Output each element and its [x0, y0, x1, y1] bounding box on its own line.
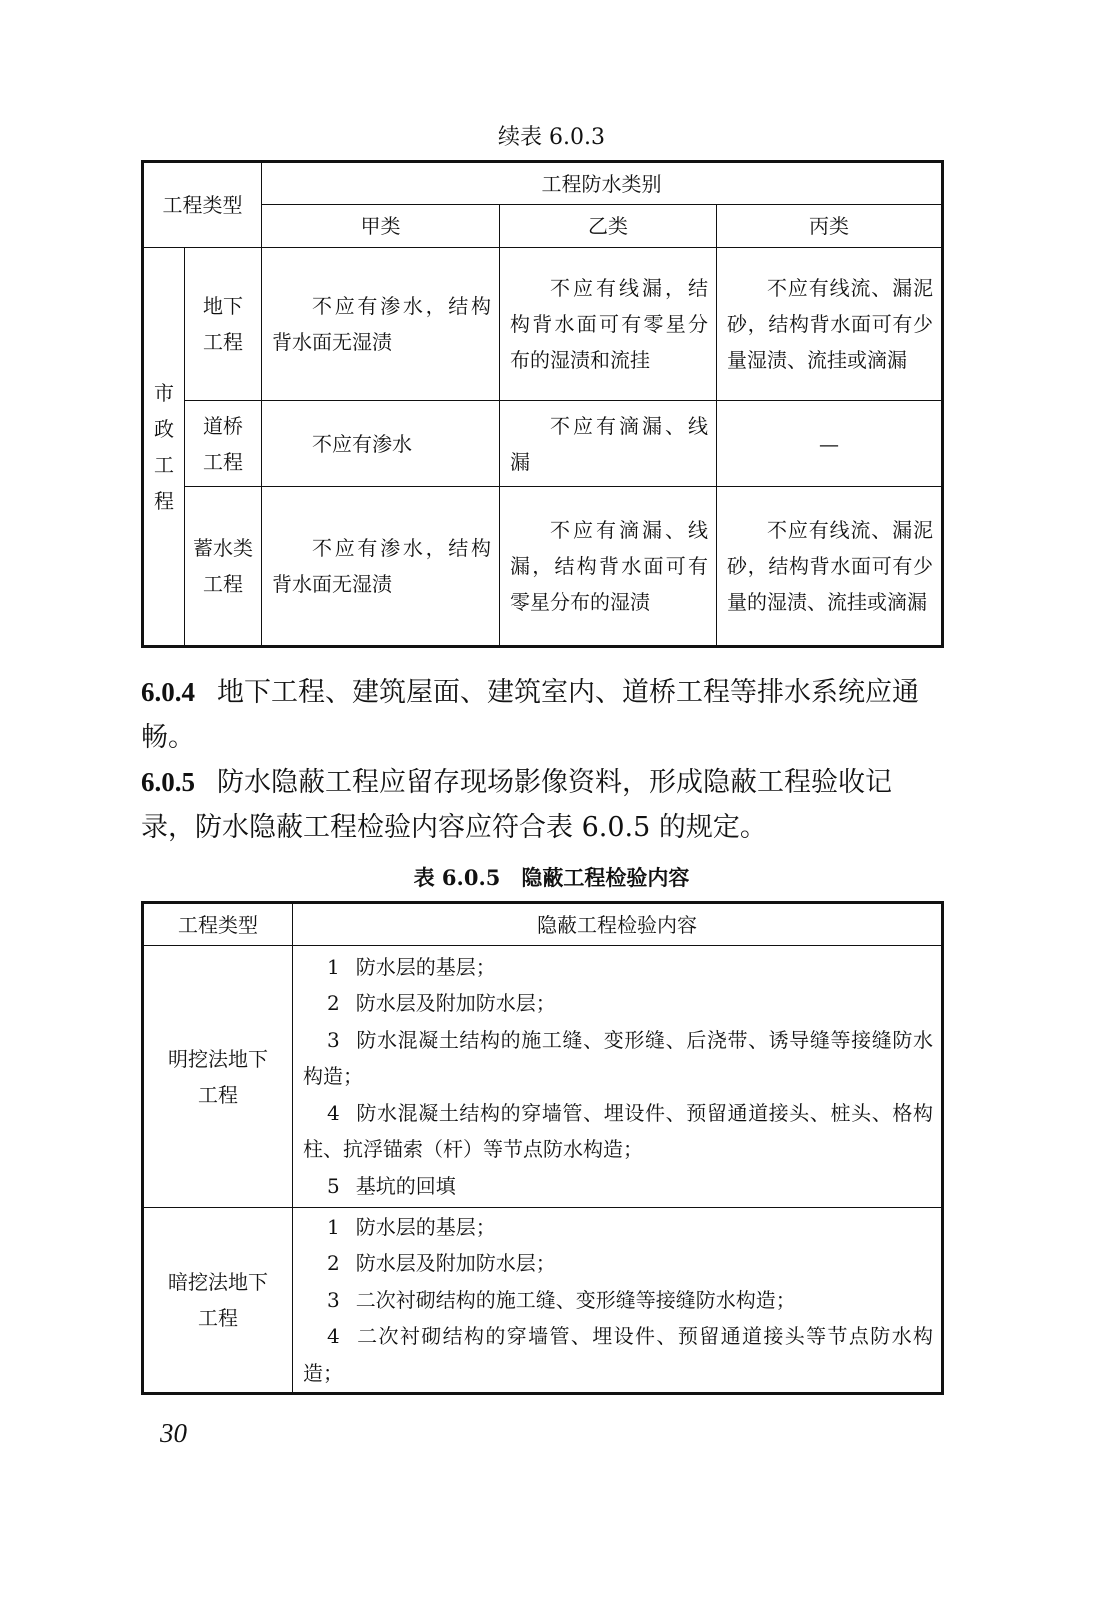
cell-class-b: 不应有滴漏、线漏: [500, 401, 717, 487]
list-item: 2 防水层及附加防水层；: [327, 1251, 556, 1276]
header-project-type: 工程类型: [143, 903, 293, 946]
inspection-items: [293, 1208, 943, 1394]
list-item: 3 防水混凝土结构的施工缝、变形缝、后浇带、诱导缝等接缝防水构造；: [303, 1027, 933, 1089]
cell-class-a: 不应有渗水，结构背水面无湿渍: [262, 248, 500, 401]
concealed-work-inspection-table: [141, 901, 944, 1395]
cell-class-c: —: [717, 401, 943, 487]
cell-class-a: 不应有渗水，结构背水面无湿渍: [262, 487, 500, 647]
list-item: 4 二次衬砌结构的穿墙管、埋设件、预留通道接头等节点防水构造；: [303, 1324, 933, 1385]
clause-number: 6.0.4: [141, 677, 195, 707]
page-number: 30: [160, 1418, 187, 1448]
clause-number: 6.0.5: [141, 767, 195, 797]
header-project-type: 工程类型: [143, 162, 262, 248]
list-item: 5 基坑的回填: [327, 1173, 456, 1198]
waterproof-category-table: [141, 160, 944, 648]
row-type: 地下工程: [185, 248, 262, 401]
cell-class-b: 不应有线漏，结构背水面可有零星分布的湿渍和流挂: [500, 248, 717, 401]
list-item: 3 二次衬砌结构的施工缝、变形缝等接缝防水构造；: [327, 1287, 796, 1312]
table1-caption: 续表 6.0.3: [498, 125, 605, 150]
list-item: 2 防水层及附加防水层；: [327, 991, 556, 1016]
row-type: 蓄水类工程: [185, 487, 262, 647]
header-inspection-content: 隐蔽工程检验内容: [293, 903, 943, 946]
header-class-a: 甲类: [262, 205, 500, 248]
list-item: 1 防水层的基层；: [327, 954, 496, 979]
table2-caption: 表 6.0.5 隐蔽工程检验内容: [413, 865, 690, 890]
clause-6-0-5: [141, 760, 941, 850]
cell-class-b: 不应有滴漏、线漏，结构背水面可有零星分布的湿渍: [500, 487, 717, 647]
header-waterproof-category: 工程防水类别: [262, 162, 943, 205]
row-type: 道桥工程: [185, 401, 262, 487]
list-item: 1 防水层的基层；: [327, 1214, 496, 1239]
cell-class-c: 不应有线流、漏泥砂，结构背水面可有少量的湿渍、流挂或滴漏: [717, 487, 943, 647]
row-type: 明挖法地下工程: [143, 946, 293, 1208]
clause-text: 防水隐蔽工程应留存现场影像资料，形成隐蔽工程验收记录，防水隐蔽工程检验内容应符合表 6.0.5 的规定。: [141, 767, 892, 843]
clause-text: 地下工程、建筑屋面、建筑室内、道桥工程等排水系统应通畅。: [141, 677, 919, 753]
row-type: 暗挖法地下工程: [143, 1208, 293, 1394]
cell-class-c: 不应有线流、漏泥砂，结构背水面可有少量湿渍、流挂或滴漏: [717, 248, 943, 401]
header-class-c: 丙类: [717, 205, 943, 248]
clause-6-0-4: [141, 670, 941, 760]
header-class-b: 乙类: [500, 205, 717, 248]
list-item: 4 防水混凝土结构的穿墙管、埋设件、预留通道接头、桩头、格构柱、抗浮锚索（杆）等节点防水构造；: [303, 1100, 933, 1162]
cell-class-a: 不应有渗水: [262, 401, 500, 487]
inspection-items: [293, 946, 943, 1208]
group-municipal: 市政工程: [143, 248, 185, 647]
